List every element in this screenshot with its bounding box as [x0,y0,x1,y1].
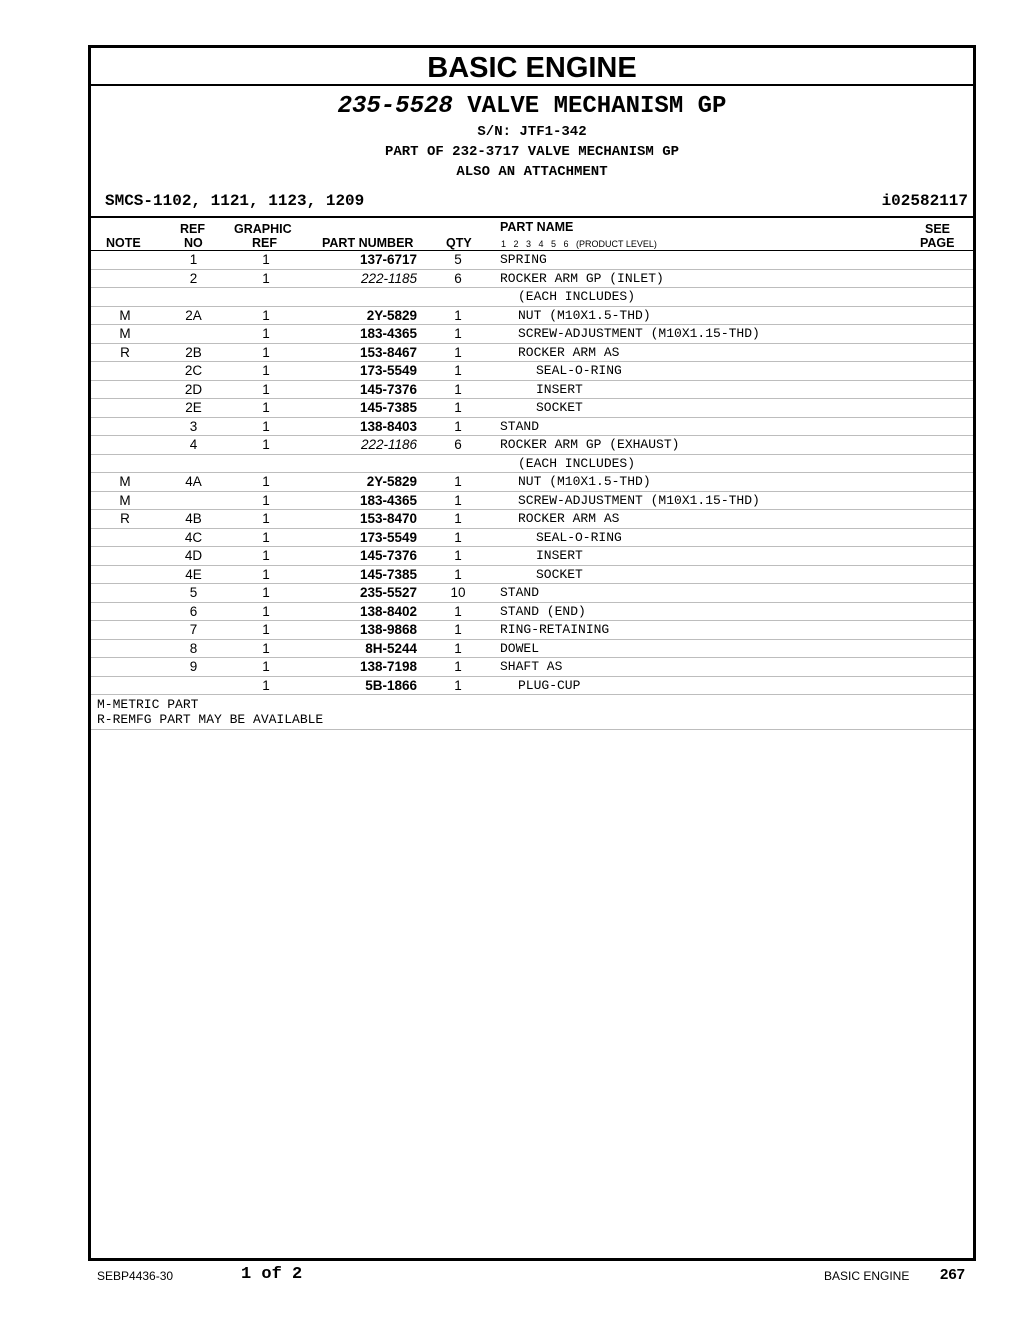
part-name-cell: RING-RETAINING [500,622,610,637]
qty-cell: 1 [454,511,462,526]
part-number-cell: 137-6717 [359,252,417,267]
ref-no-cell: 2C [184,363,203,378]
graphic-ref-cell: 1 [262,566,270,582]
qty-cell: 1 [454,363,462,378]
graphic-ref-cell: 1 [262,511,270,526]
col-graphic-top: GRAPHIC [234,222,292,236]
part-name-cell: ROCKER ARM AS [518,344,620,360]
smcs-codes: SMCS-1102, 1121, 1123, 1209 [105,192,365,210]
part-name-cell: (EACH INCLUDES) [518,289,636,304]
qty-cell: 1 [454,418,462,434]
part-number-cell: 138-8402 [359,603,417,619]
attachment-line: ALSO AN ATTACHMENT [456,164,608,180]
footer-section: BASIC ENGINE [824,1269,910,1283]
qty-cell: 1 [454,566,462,582]
graphic-ref-cell: 1 [262,529,270,545]
qty-cell: 1 [454,400,462,415]
note-cell: M [119,326,131,341]
qty-cell: 1 [454,326,462,341]
table-row [91,640,973,659]
qty-cell: 6 [454,437,462,452]
graphic-ref-cell: 1 [262,659,270,674]
table-row [91,603,973,622]
part-number-cell: 222-1186 [360,437,417,452]
part-name-cell: PLUG-CUP [518,677,581,693]
part-number-cell: 5B-1866 [365,677,417,693]
qty-cell: 1 [454,659,462,674]
ref-no-cell: 2D [184,381,203,397]
qty-cell: 1 [454,677,462,693]
note-cell: R [120,344,130,360]
parts-list [91,251,973,695]
part-name-cell: (EACH INCLUDES) [518,455,636,471]
table-row [91,473,973,492]
part-name-cell: SCREW-ADJUSTMENT (M10X1.15-THD) [518,492,760,508]
col-note: NOTE [106,236,141,250]
graphic-ref-cell: 1 [262,677,270,693]
col-ref-bottom: NO [184,236,203,250]
part-number-cell: 173-5549 [359,529,417,545]
ref-no-cell: 2 [189,270,198,286]
ref-no-cell: 2B [185,344,202,360]
ref-no-cell: 4C [184,529,203,545]
note-remfg: R-REMFG PART MAY BE AVAILABLE [97,712,324,727]
table-row [91,492,973,511]
group-number: 235-5528 [337,93,453,120]
part-of-line: PART OF 232-3717 VALVE MECHANISM GP [384,144,680,160]
qty-cell: 10 [450,585,466,600]
graphic-ref-cell: 1 [262,400,270,415]
graphic-ref-cell: 1 [262,326,270,341]
ref-no-cell: 3 [189,418,198,434]
ref-no-cell: 6 [189,603,198,619]
graphic-ref-cell: 1 [262,622,270,637]
table-row [91,677,973,696]
part-number-cell: 8H-5244 [365,640,417,656]
graphic-ref-cell: 1 [262,640,270,656]
graphic-ref-cell: 1 [262,474,270,489]
table-row [91,621,973,640]
part-name-cell: SCREW-ADJUSTMENT (M10X1.15-THD) [518,326,760,341]
qty-cell: 1 [454,603,462,619]
part-name-cell: NUT (M10X1.5-THD) [518,474,651,489]
ref-no-cell: 1 [189,252,198,267]
qty-cell: 1 [454,474,462,489]
graphic-ref-cell: 1 [262,252,270,267]
graphic-ref-cell: 1 [262,548,270,563]
table-row [91,270,973,289]
table-row [91,436,973,455]
qty-cell: 1 [454,307,462,323]
part-name-cell: SOCKET [536,566,583,582]
qty-cell: 1 [454,529,462,545]
serial-number: S/N: JTF1-342 [477,124,587,140]
smcs-row [91,190,973,218]
graphic-ref-cell: 1 [262,437,270,452]
table-row [91,529,973,548]
col-product-level: 1 2 3 4 5 6 (PRODUCT LEVEL) [501,239,657,249]
part-name-cell: SOCKET [536,400,583,415]
part-number-cell: 235-5527 [359,585,417,600]
table-row [91,307,973,326]
graphic-ref-cell: 1 [262,585,270,600]
part-name-cell: ROCKER ARM GP (INLET) [500,270,664,286]
part-number-cell: 138-7198 [359,659,417,674]
qty-cell: 1 [454,640,462,656]
part-name-cell: STAND [500,418,540,434]
part-number-cell: 145-7385 [359,566,417,582]
qty-cell: 1 [454,344,462,360]
graphic-ref-cell: 1 [262,363,270,378]
part-number-cell: 145-7376 [359,381,417,397]
table-row [91,344,973,363]
part-number-cell: 173-5549 [359,363,417,378]
note-cell: M [119,492,131,508]
group-header [91,86,973,182]
part-name-cell: STAND (END) [500,603,586,619]
table-row [91,362,973,381]
part-number-cell: 222-1185 [360,270,417,286]
table-row [91,455,973,474]
graphic-ref-cell: 1 [262,492,270,508]
graphic-ref-cell: 1 [262,270,270,286]
col-part-name: PART NAME [500,220,574,234]
note-cell: M [119,474,131,489]
page-footer [0,1263,1020,1287]
footer-page-of: 1 of 2 [241,1265,303,1284]
table-row [91,288,973,307]
part-number-cell: 153-8470 [359,511,417,526]
col-see-top: SEE [925,222,951,236]
note-cell: R [120,511,130,526]
part-name-cell: INSERT [536,381,583,397]
col-see-bottom: PAGE [920,236,955,250]
table-row [91,547,973,566]
part-number-cell: 2Y-5829 [366,307,417,323]
table-row [91,381,973,400]
part-name-cell: DOWEL [500,640,540,656]
col-part-number: PART NUMBER [322,236,414,250]
qty-cell: 1 [454,492,462,508]
ref-no-cell: 2E [185,400,202,415]
ref-no-cell: 2A [185,307,202,323]
part-number-cell: 145-7376 [359,548,417,563]
parts-page-frame [88,45,976,1261]
ref-no-cell: 5 [189,585,198,600]
part-name-cell: INSERT [536,548,583,563]
note-metric: M-METRIC PART [97,697,199,712]
qty-cell: 1 [454,381,462,397]
ref-no-cell: 4B [185,511,202,526]
footer-page-number: 267 [940,1266,966,1283]
part-number-cell: 183-4365 [359,492,417,508]
part-number-cell: 138-8403 [359,418,417,434]
part-name-cell: SEAL-O-RING [536,529,622,545]
table-row [91,399,973,418]
footer-doc-number: SEBP4436-30 [97,1269,174,1283]
qty-cell: 6 [454,270,462,286]
part-name-cell: SPRING [500,252,547,267]
table-row [91,566,973,585]
qty-cell: 5 [454,252,462,267]
ref-no-cell: 4 [189,437,198,452]
table-row [91,325,973,344]
illustration-id: i02582117 [881,192,968,210]
qty-cell: 1 [454,622,462,637]
ref-no-cell: 8 [189,640,198,656]
table-row [91,658,973,677]
col-ref-top: REF [180,222,205,236]
part-number-cell: 145-7385 [359,400,417,415]
table-row [91,510,973,529]
part-number-cell: 2Y-5829 [366,474,417,489]
part-number-cell: 183-4365 [359,326,417,341]
column-header [91,218,973,251]
graphic-ref-cell: 1 [262,603,270,619]
qty-cell: 1 [454,548,462,563]
part-number-cell: 153-8467 [359,344,417,360]
part-number-cell: 138-9868 [359,622,417,637]
ref-no-cell: 7 [189,622,198,637]
part-name-cell: SEAL-O-RING [536,363,622,378]
col-graphic-bottom: REF [252,236,277,250]
part-name-cell: NUT (M10X1.5-THD) [518,307,651,323]
group-title [91,92,973,122]
part-name-cell: ROCKER ARM AS [518,511,620,526]
group-name: VALVE MECHANISM GP [467,93,727,120]
graphic-ref-cell: 1 [262,307,270,323]
ref-no-cell: 4A [185,474,202,489]
part-name-cell: STAND [500,585,540,600]
graphic-ref-cell: 1 [262,344,270,360]
part-name-cell: SHAFT AS [500,659,563,674]
ref-no-cell: 9 [189,659,198,674]
graphic-ref-cell: 1 [262,418,270,434]
notes [91,695,973,730]
graphic-ref-cell: 1 [262,381,270,397]
table-row [91,418,973,437]
ref-no-cell: 4D [184,548,203,563]
section-title: BASIC ENGINE [91,48,973,86]
note-cell: M [119,307,131,323]
part-name-cell: ROCKER ARM GP (EXHAUST) [500,437,680,452]
table-row [91,251,973,270]
table-row [91,584,973,603]
col-qty: QTY [446,236,472,250]
ref-no-cell: 4E [185,566,202,582]
